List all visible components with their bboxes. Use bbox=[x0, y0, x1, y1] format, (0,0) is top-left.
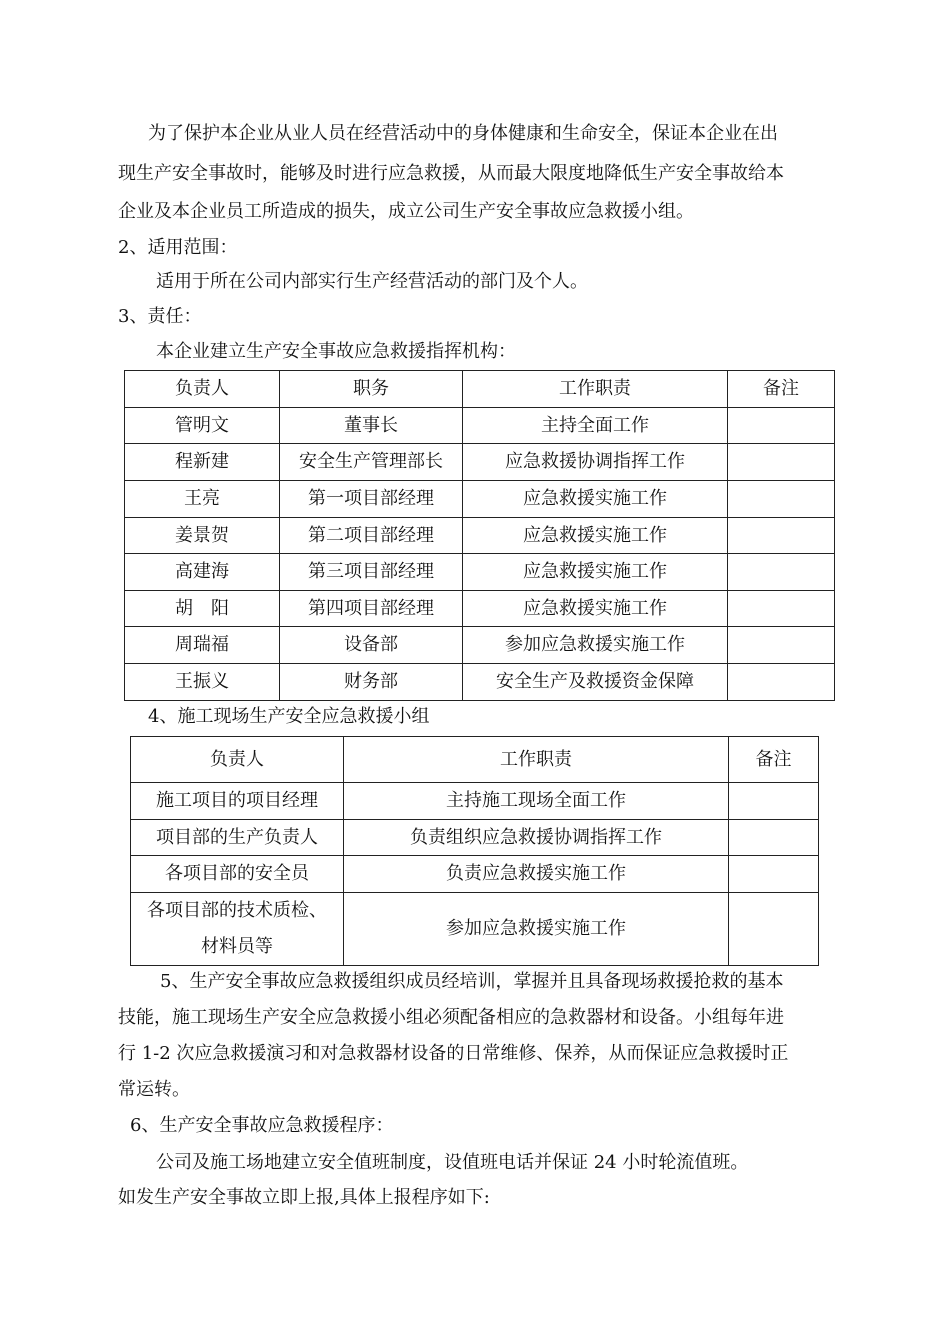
table-cell: 应急救援实施工作 bbox=[463, 554, 728, 591]
table-cell: 负责组织应急救援协调指挥工作 bbox=[344, 820, 729, 856]
table-cell bbox=[728, 591, 835, 627]
table-cell: 第三项目部经理 bbox=[280, 554, 463, 591]
table-cell: 第二项目部经理 bbox=[280, 518, 463, 554]
section-6-heading: 6、生产安全事故应急救援程序： bbox=[130, 1115, 394, 1136]
intro-line-2: 现生产安全事故时，能够及时进行应急救援，从而最大限度地降低生产安全事故给本 bbox=[118, 163, 784, 184]
header-cell: 职务 bbox=[280, 371, 463, 408]
header-cell: 负责人 bbox=[125, 371, 280, 408]
section-2-body: 适用于所在公司内部实行生产经营活动的部门及个人。 bbox=[156, 271, 588, 292]
table-cell: 董事长 bbox=[280, 408, 463, 444]
table-row bbox=[131, 820, 819, 856]
table-cell bbox=[729, 820, 819, 856]
table-cell: 管明文 bbox=[125, 408, 280, 444]
table-cell: 王亮 bbox=[125, 481, 280, 518]
table-cell: 各项目部的安全员 bbox=[131, 856, 344, 893]
table-cell: 程新建 bbox=[125, 444, 280, 481]
intro-line-1: 为了保护本企业从业人员在经营活动中的身体健康和生命安全，保证本企业在出 bbox=[148, 123, 778, 144]
header-cell: 工作职责 bbox=[463, 371, 728, 408]
header-cell: 备注 bbox=[728, 371, 835, 408]
table-cell: 主持全面工作 bbox=[463, 408, 728, 444]
table-cell: 参加应急救援实施工作 bbox=[463, 627, 728, 664]
section-5-line-4: 常运转。 bbox=[118, 1079, 190, 1100]
table-cell bbox=[728, 664, 835, 701]
table-cell: 主持施工现场全面工作 bbox=[344, 783, 729, 820]
table-cell bbox=[729, 856, 819, 893]
table-row bbox=[125, 444, 835, 481]
section-5-line-2: 技能，施工现场生产安全应急救援小组必须配备相应的急救器材和设备。小组每年进 bbox=[118, 1007, 784, 1028]
table-cell bbox=[728, 444, 835, 481]
site-rescue-team-table bbox=[130, 736, 819, 966]
table-row bbox=[125, 627, 835, 664]
table-cell bbox=[729, 893, 819, 966]
table-cell: 应急救援实施工作 bbox=[463, 481, 728, 518]
table-row bbox=[125, 518, 835, 554]
table-cell: 财务部 bbox=[280, 664, 463, 701]
table-header-row bbox=[125, 371, 835, 408]
intro-line-3: 企业及本企业员工所造成的损失，成立公司生产安全事故应急救援小组。 bbox=[118, 201, 694, 222]
section-3-intro: 本企业建立生产安全事故应急救援指挥机构： bbox=[156, 341, 516, 362]
table-cell: 王振义 bbox=[125, 664, 280, 701]
table-cell bbox=[131, 893, 344, 966]
table-row bbox=[125, 408, 835, 444]
section-5-line-3: 行 1-2 次应急救援演习和对急救器材设备的日常维修、保养，从而保证应急救援时正 bbox=[118, 1043, 789, 1064]
table-cell: 第一项目部经理 bbox=[280, 481, 463, 518]
table-row bbox=[125, 554, 835, 591]
table-row bbox=[125, 591, 835, 627]
table-cell: 施工项目的项目经理 bbox=[131, 783, 344, 820]
table-cell bbox=[728, 627, 835, 664]
table-cell: 高建海 bbox=[125, 554, 280, 591]
table-row bbox=[125, 481, 835, 518]
table-cell bbox=[728, 481, 835, 518]
table-cell bbox=[729, 783, 819, 820]
table-cell bbox=[728, 554, 835, 591]
table-cell: 应急救援协调指挥工作 bbox=[463, 444, 728, 481]
table-cell: 胡 阳 bbox=[125, 591, 280, 627]
section-5-line-1: 5、生产安全事故应急救援组织成员经培训，掌握并且具备现场救援抢救的基本 bbox=[160, 971, 784, 992]
table-cell: 负责应急救援实施工作 bbox=[344, 856, 729, 893]
table-cell bbox=[728, 518, 835, 554]
section-3-heading: 3、责任： bbox=[118, 306, 202, 327]
section-2-heading: 2、适用范围： bbox=[118, 237, 238, 258]
section-6-line-1: 公司及施工场地建立安全值班制度，设值班电话并保证 24 小时轮流值班。 bbox=[156, 1152, 749, 1173]
header-cell: 负责人 bbox=[131, 737, 344, 783]
table-cell: 第四项目部经理 bbox=[280, 591, 463, 627]
cell-line: 材料员等 bbox=[201, 936, 273, 957]
table-cell: 应急救援实施工作 bbox=[463, 591, 728, 627]
table-cell: 参加应急救援实施工作 bbox=[344, 893, 729, 966]
table-row bbox=[131, 783, 819, 820]
section-4-heading: 4、施工现场生产安全应急救援小组 bbox=[148, 706, 430, 727]
table-cell: 应急救援实施工作 bbox=[463, 518, 728, 554]
table-cell: 设备部 bbox=[280, 627, 463, 664]
table-header-row bbox=[131, 737, 819, 783]
table-cell: 项目部的生产负责人 bbox=[131, 820, 344, 856]
header-cell: 工作职责 bbox=[344, 737, 729, 783]
header-cell: 备注 bbox=[729, 737, 819, 783]
table-row bbox=[131, 893, 819, 966]
table-row bbox=[131, 856, 819, 893]
table-cell: 安全生产及救援资金保障 bbox=[463, 664, 728, 701]
command-structure-table bbox=[124, 370, 835, 701]
table-cell: 姜景贺 bbox=[125, 518, 280, 554]
section-6-line-2: 如发生产安全事故立即上报,具体上报程序如下: bbox=[118, 1187, 490, 1208]
table-cell: 安全生产管理部长 bbox=[280, 444, 463, 481]
cell-line: 各项目部的技术质检、 bbox=[147, 900, 327, 921]
table-cell bbox=[728, 408, 835, 444]
table-cell: 周瑞福 bbox=[125, 627, 280, 664]
table-row bbox=[125, 664, 835, 701]
